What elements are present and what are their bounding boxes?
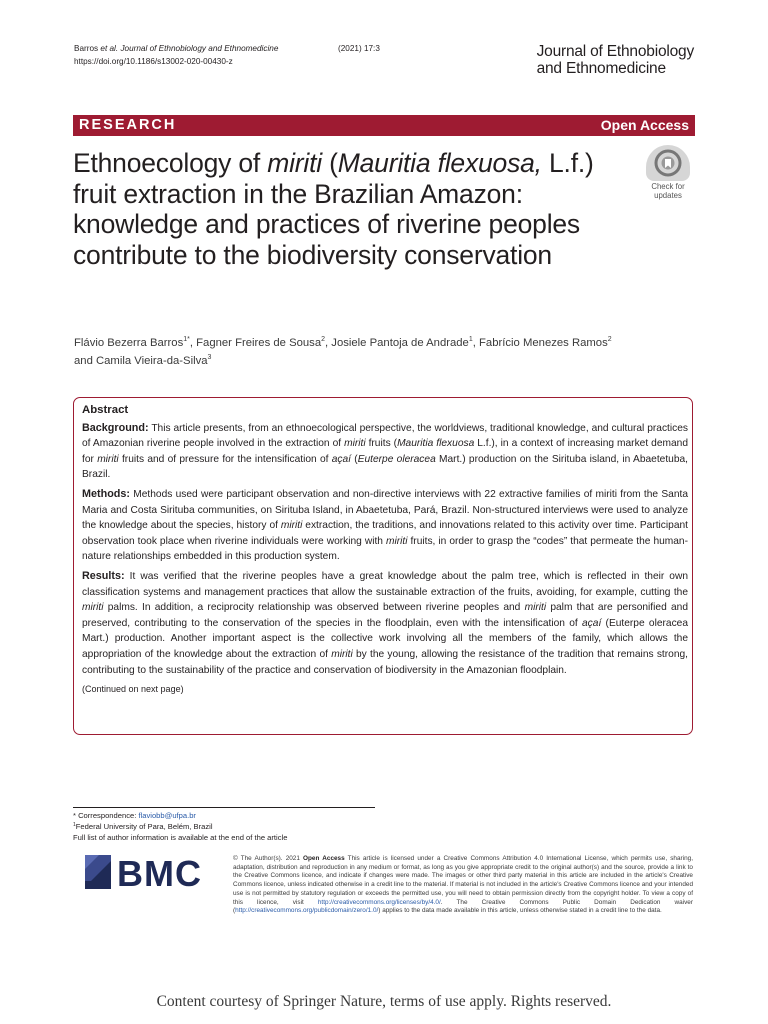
journal-logo (537, 43, 694, 77)
correspondence-line (73, 810, 287, 821)
methods-label: Methods: (82, 487, 130, 500)
abstract-italic: açaí (331, 453, 351, 465)
citation-authors: Barros (74, 44, 101, 53)
check-updates-label (642, 183, 694, 200)
abstract-text: ( (351, 453, 358, 465)
abstract-italic: miriti (280, 520, 303, 532)
citation-journal: Journal of Ethnobiology and Ethnomedicine (120, 44, 279, 53)
author-affiliation-sup: 3 (207, 354, 212, 361)
license-text: ) applies to the data made available in this article, unless otherwise stated in a credit line to the data. (378, 907, 662, 915)
abstract-italic: açaí (582, 617, 602, 629)
abstract-italic: miriti (344, 438, 366, 450)
abstract-text: fruits, in order to grasp the “codes” that permeate the human-nature relationships embedded in this production system. (82, 535, 688, 563)
check-updates-line2: updates (654, 190, 682, 200)
abstract-text: (Euterpe oleracea Mart.) production. Another important aspect is the collective work involving all the members of the family, which allows the appropriation of the knowledge about the extraction of (82, 617, 688, 660)
title-species: Mauritia flexuosa, (337, 148, 542, 178)
license-text: This article is licensed under a Creative Commons Attribution 4.0 International License, which permits use, sharing, adaptation, distribution and reproduction in any medium or format, as long as you give appropriate credit to the original author(s) and the source, provide a link to the Creative Commons licence, and indicate if changes were made. The images or other third party material in this article are included in the article's Creative Commons licence, unless indicated otherwise in a credit line to the material. If material is not included in the article's Creative Commons licence and your intended use is not permitted by statutory regulation or exceeds the permitted use, you will need to obtain permission directly from the copyright holder. To view a copy of this licence, visit (233, 855, 693, 906)
abstract-italic: miriti (524, 602, 547, 614)
abstract-italic: Mauritia flexuosa (397, 438, 475, 450)
author-affiliation-sup: 1* (183, 336, 190, 343)
footnotes (73, 810, 287, 843)
courtesy-footer: Content courtesy of Springer Nature, terms of use apply. Rights reserved. (156, 993, 612, 1010)
abstract-text: fruits and of pressure for the intensification of (118, 453, 332, 465)
article-type-band (73, 115, 695, 136)
abstract-results (82, 569, 688, 678)
abstract-content (82, 403, 688, 698)
bmc-logo (85, 855, 215, 891)
citation-etal: et al. (100, 44, 119, 53)
abstract-heading: Abstract (82, 404, 129, 416)
results-label: Results: (82, 569, 125, 582)
abstract-italic: miriti (97, 453, 119, 465)
author-name: , Josiele Pantoja de Andrade (325, 337, 469, 349)
abstract-box (73, 397, 693, 735)
full-author-info-note: Full list of author information is available at the end of the article (73, 833, 288, 842)
abstract-italic: Euterpe oleracea (357, 453, 436, 465)
abstract-text: extraction, the traditions, and innovations related to this activity over time. Participant observation took place when riverine individuals were working with (82, 520, 688, 547)
author-name: and Camila Vieira-da-Silva (74, 355, 208, 367)
title-text: ( (321, 148, 338, 178)
abstract-text: This article presents, from an ethnoecological perspective, the worldviews, traditional knowledge, and cultural practices of Amazonian riverine people involved in the extraction of (82, 422, 688, 450)
bookmark-circle-icon (654, 149, 682, 177)
abstract-text: It was verified that the riverine peoples have a great knowledge about the palm tree, which is reflected in their own classification systems and management practices that allow the sustainable extraction of the fruits, avoiding, for example, cutting the (82, 570, 688, 598)
check-updates-line1: Check for (651, 182, 685, 191)
open-access-label: Open Access (600, 117, 689, 133)
affiliation-line (73, 821, 287, 832)
author-list (74, 334, 694, 370)
abstract-methods (82, 487, 688, 565)
abstract-italic: miriti (385, 535, 408, 547)
article-type-label: RESEARCH (79, 117, 177, 133)
correspondence-label: * Correspondence: (73, 811, 139, 820)
abstract-text: palm that are personified and preserved, contributing to the conservation of the species in the floodplain, even with the intensification of (82, 602, 688, 629)
citation-line (74, 42, 380, 55)
license-text: . The Creative Commons Public Domain Dedication waiver ( (233, 898, 693, 915)
background-label: Background: (82, 421, 149, 434)
license-link-cc-zero[interactable]: http://creativecommons.org/publicdomain/zero/1.0/ (235, 907, 379, 915)
continued-note: (Continued on next page) (82, 684, 184, 695)
abstract-text: Mart.) production on the Sirituba island, in Abaetetuba, Brazil. (82, 453, 688, 481)
author-affiliation-sup: 2 (607, 336, 612, 343)
correspondence-email-link[interactable]: flaviobb@ufpa.br (138, 811, 196, 820)
title-miriti: miriti (267, 148, 322, 178)
journal-name-line2: and Ethnomedicine (536, 60, 666, 77)
abstract-italic: miriti (331, 648, 353, 660)
abstract-background (82, 421, 688, 483)
doi-link[interactable]: https://doi.org/10.1186/s13002-020-00430-z (74, 57, 233, 66)
check-updates-badge (646, 145, 690, 181)
bmc-logo-mark (85, 855, 215, 891)
title-text: Ethnoecology of (73, 148, 268, 178)
article-title (73, 148, 618, 270)
abstract-text: L.f.), in a context of increasing market demand for (82, 438, 688, 465)
abstract-text: fruits ( (365, 438, 398, 450)
abstract-text: Methods used were participant observation and non-directive interviews with 22 extractive families of miriti from the Santa Maria and Costa Sirituba communities, on Sirituba Island, in Abaetetuba, Pará, Brazil. Non-structured interviews were used to analyze the knowledge about the species, history of (82, 488, 688, 532)
author-affiliation-sup: 1 (468, 336, 473, 343)
check-for-updates-button[interactable] (642, 145, 694, 200)
abstract-text: palms. In addition, a reciprocity relationship was observed between riverine peoples and (103, 602, 525, 614)
affiliation-text: Federal University of Para, Belém, Brazil (75, 822, 213, 831)
license-open-access: Open Access (303, 855, 345, 862)
citation-header (74, 42, 380, 68)
license-link-cc-by[interactable]: http://creativecommons.org/licenses/by/4.0/ (317, 898, 441, 906)
author-name: , Fabrício Menezes Ramos (472, 337, 608, 349)
author-name: , Fagner Freires de Sousa (189, 337, 322, 349)
journal-name-line1: Journal of Ethnobiology (536, 43, 694, 60)
footnote-divider (73, 807, 375, 808)
title-text: L.f.) fruit extraction in the Brazilian Amazon: knowledge and practices of riverine peoples contribute to the biodiversity conservation (73, 148, 594, 270)
abstract-text: by the young, allowing the resistance of the tradition that remains strong, contributing to the sustainability of the practice and conservation of biodiversity in the Amazonian floodplain. (82, 648, 688, 676)
license-statement (233, 855, 693, 916)
bmc-logo-text: BMC (117, 855, 202, 891)
author-affiliation-sup: 2 (321, 336, 326, 343)
license-copyright: © The Author(s). 2021 (233, 855, 304, 862)
citation-year: (2021) 17:3 (338, 44, 380, 53)
author-name: Flávio Bezerra Barros (74, 337, 184, 349)
affiliation-sup: 1 (73, 822, 76, 828)
abstract-italic: miriti (82, 602, 104, 614)
